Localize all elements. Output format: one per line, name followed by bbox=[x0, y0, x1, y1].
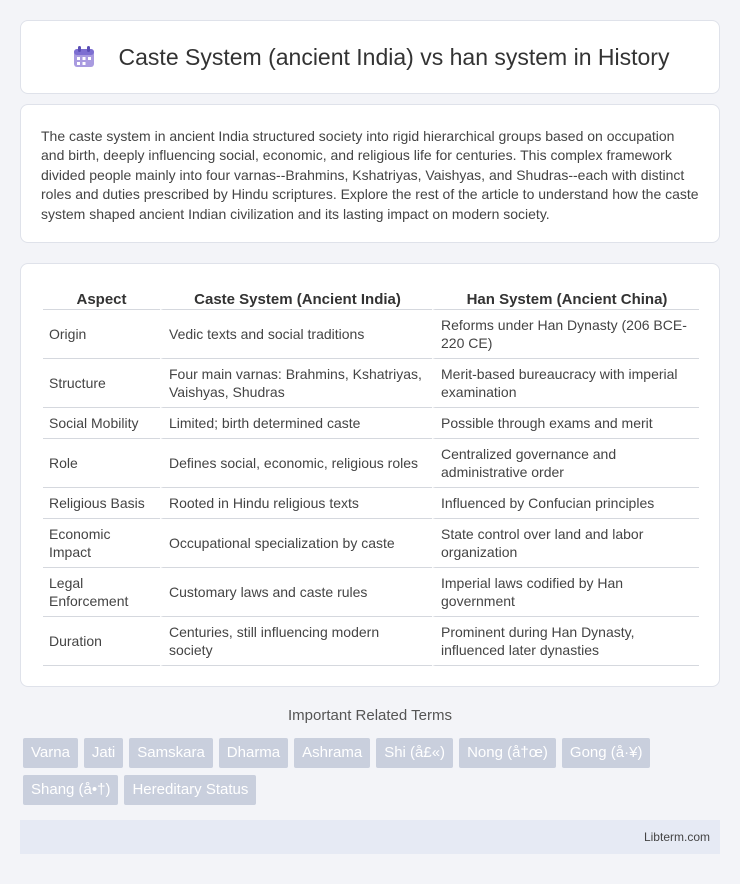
table-header-row bbox=[43, 284, 699, 310]
page-title: Caste System (ancient India) vs han system in History bbox=[118, 43, 670, 70]
footer bbox=[20, 820, 720, 854]
cell-aspect: Economic Impact bbox=[43, 519, 160, 568]
term-tag[interactable]: Dharma bbox=[219, 738, 288, 768]
cell-caste: Limited; birth determined caste bbox=[160, 408, 432, 439]
cell-caste: Defines social, economic, religious roles bbox=[160, 439, 432, 488]
cell-han: Imperial laws codified by Han government bbox=[432, 568, 699, 617]
cell-aspect: Legal Enforcement bbox=[43, 568, 160, 617]
header-aspect: Aspect bbox=[43, 284, 160, 310]
cell-han: Reforms under Han Dynasty (206 BCE-220 CE) bbox=[432, 310, 699, 359]
cell-han: Prominent during Han Dynasty, influenced later dynasties bbox=[432, 617, 699, 666]
cell-caste: Four main varnas: Brahmins, Kshatriyas, Vaishyas, Shudras bbox=[160, 359, 432, 408]
table-row bbox=[43, 359, 699, 408]
table-row bbox=[43, 408, 699, 439]
cell-caste: Vedic texts and social traditions bbox=[160, 310, 432, 359]
intro-paragraph: The caste system in ancient India structured society into rigid hierarchical groups based on occupation and birth, deeply influencing social, economic, and religious life for centuries. This complex framework divided people mainly into four varnas--Brahmins, Kshatriyas, Vaishyas, and Shudras--each with distinct roles and duties prescribed by Hindu scriptures. Explore the rest of the article to understand how the caste system shaped ancient Indian civilization and its lasting impact on modern society. bbox=[41, 128, 699, 222]
comparison-table bbox=[43, 284, 699, 666]
term-tag[interactable]: Jati bbox=[84, 738, 123, 768]
header-card bbox=[20, 20, 720, 94]
table-row bbox=[43, 568, 699, 617]
cell-aspect: Religious Basis bbox=[43, 488, 160, 519]
comparison-card bbox=[20, 263, 720, 687]
header-han-system: Han System (Ancient China) bbox=[432, 284, 699, 310]
term-tag[interactable]: Shang (å•†) bbox=[23, 775, 118, 805]
cell-aspect: Role bbox=[43, 439, 160, 488]
term-tag[interactable]: Shi (å£«) bbox=[376, 738, 453, 768]
cell-han: Possible through exams and merit bbox=[432, 408, 699, 439]
term-tag[interactable]: Gong (å·¥) bbox=[562, 738, 651, 768]
related-terms-list bbox=[23, 738, 723, 805]
cell-caste: Centuries, still influencing modern society bbox=[160, 617, 432, 666]
cell-han: State control over land and labor organization bbox=[432, 519, 699, 568]
table-row bbox=[43, 519, 699, 568]
cell-caste: Occupational specialization by caste bbox=[160, 519, 432, 568]
cell-han: Influenced by Confucian principles bbox=[432, 488, 699, 519]
related-terms-title: Important Related Terms bbox=[288, 707, 452, 724]
cell-han: Merit-based bureaucracy with imperial examination bbox=[432, 359, 699, 408]
term-tag[interactable]: Nong (å†œ) bbox=[459, 738, 556, 768]
term-tag[interactable]: Samskara bbox=[129, 738, 213, 768]
cell-aspect: Social Mobility bbox=[43, 408, 160, 439]
cell-aspect: Origin bbox=[43, 310, 160, 359]
term-tag[interactable]: Hereditary Status bbox=[124, 775, 256, 805]
term-tag[interactable]: Varna bbox=[23, 738, 78, 768]
header-caste-system: Caste System (Ancient India) bbox=[160, 284, 432, 310]
footer-brand[interactable]: Libterm.com bbox=[643, 830, 710, 844]
cell-han: Centralized governance and administrative order bbox=[432, 439, 699, 488]
cell-aspect: Duration bbox=[43, 617, 160, 666]
intro-card bbox=[20, 104, 720, 243]
cell-caste: Rooted in Hindu religious texts bbox=[160, 488, 432, 519]
table-row bbox=[43, 310, 699, 359]
cell-caste: Customary laws and caste rules bbox=[160, 568, 432, 617]
table-row bbox=[43, 439, 699, 488]
table-row bbox=[43, 617, 699, 666]
cell-aspect: Structure bbox=[43, 359, 160, 408]
term-tag[interactable]: Ashrama bbox=[294, 738, 370, 768]
table-row bbox=[43, 488, 699, 519]
calendar-icon bbox=[71, 44, 97, 70]
